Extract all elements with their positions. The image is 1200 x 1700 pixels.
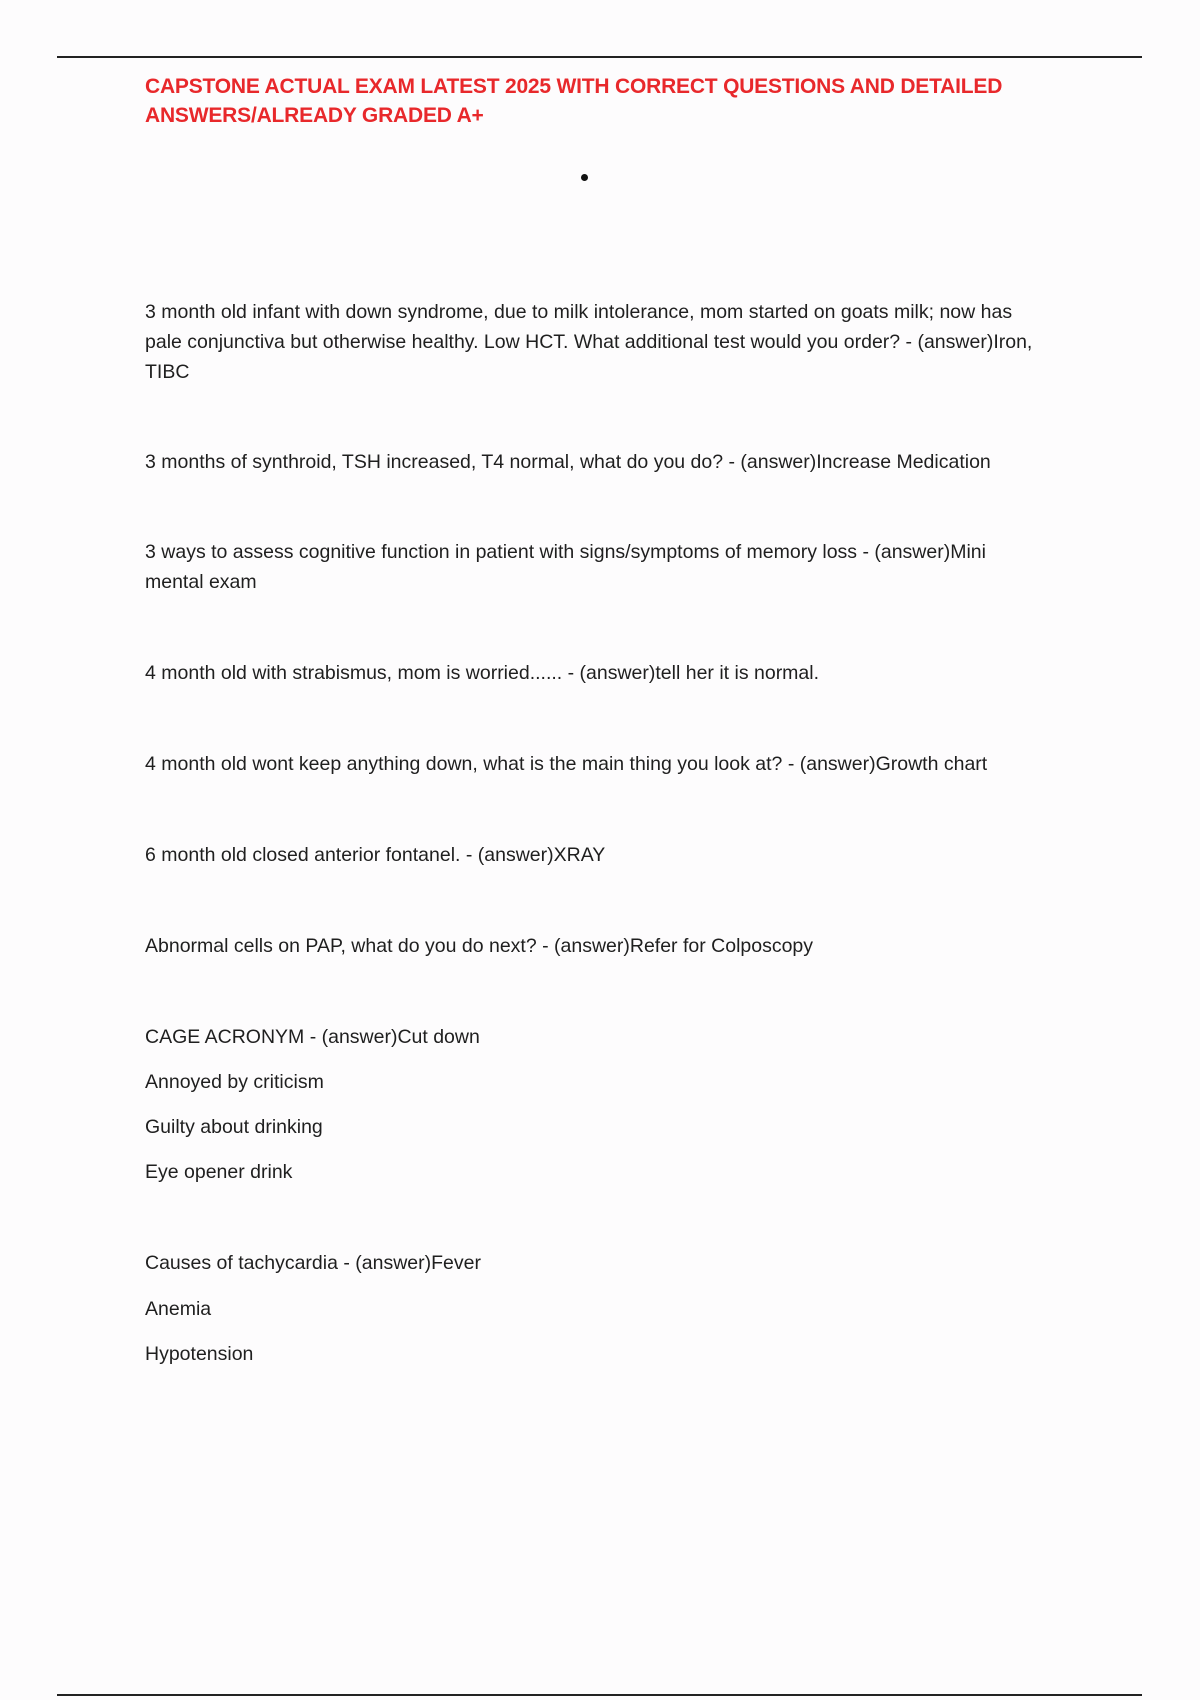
document-title: CAPSTONE ACTUAL EXAM LATEST 2025 WITH CORRECT QUESTIONS AND DETAILED ANSWERS/ALREADY GRADED A+ bbox=[145, 75, 1003, 127]
qa-line: 6 month old closed anterior fontanel. - (answer)XRAY bbox=[145, 844, 606, 866]
qa-item bbox=[145, 840, 1095, 870]
answer-subline: Guilty about drinking bbox=[145, 1116, 323, 1138]
qa-line: 3 month old infant with down syndrome, due to milk intolerance, mom started on goats milk; now has bbox=[145, 301, 1013, 323]
qa-line: 3 months of synthroid, TSH increased, T4 normal, what do you do? - (answer)Increase Medication bbox=[145, 451, 991, 473]
bottom-rule bbox=[57, 1694, 1142, 1696]
answer-subline: Hypotension bbox=[145, 1343, 254, 1365]
qa-item bbox=[145, 297, 1095, 387]
bullet-point bbox=[581, 174, 588, 181]
qa-item bbox=[145, 1022, 1095, 1052]
qa-item bbox=[145, 658, 1095, 688]
qa-item bbox=[145, 447, 1095, 477]
qa-line: pale conjunctiva but otherwise healthy. Low HCT. What additional test would you order? - (answer)Iron, bbox=[145, 331, 1033, 353]
qa-line: mental exam bbox=[145, 571, 257, 593]
qa-line: TIBC bbox=[145, 361, 190, 383]
qa-line: 3 ways to assess cognitive function in patient with signs/symptoms of memory loss - (answer)Mini bbox=[145, 541, 986, 563]
qa-item bbox=[145, 931, 1095, 961]
qa-line: CAGE ACRONYM - (answer)Cut down bbox=[145, 1026, 480, 1048]
top-rule bbox=[57, 56, 1142, 58]
answer-subline: Eye opener drink bbox=[145, 1161, 293, 1183]
answer-subline: Annoyed by criticism bbox=[145, 1071, 324, 1093]
qa-line: Causes of tachycardia - (answer)Fever bbox=[145, 1252, 481, 1274]
qa-line: 4 month old with strabismus, mom is worried...... - (answer)tell her it is normal. bbox=[145, 662, 820, 684]
qa-item bbox=[145, 749, 1095, 779]
answer-subline: Anemia bbox=[145, 1298, 212, 1320]
qa-line: Abnormal cells on PAP, what do you do next? - (answer)Refer for Colposcopy bbox=[145, 935, 814, 957]
qa-item bbox=[145, 1248, 1095, 1278]
qa-item bbox=[145, 537, 1095, 597]
qa-line: 4 month old wont keep anything down, what is the main thing you look at? - (answer)Growth chart bbox=[145, 753, 988, 775]
